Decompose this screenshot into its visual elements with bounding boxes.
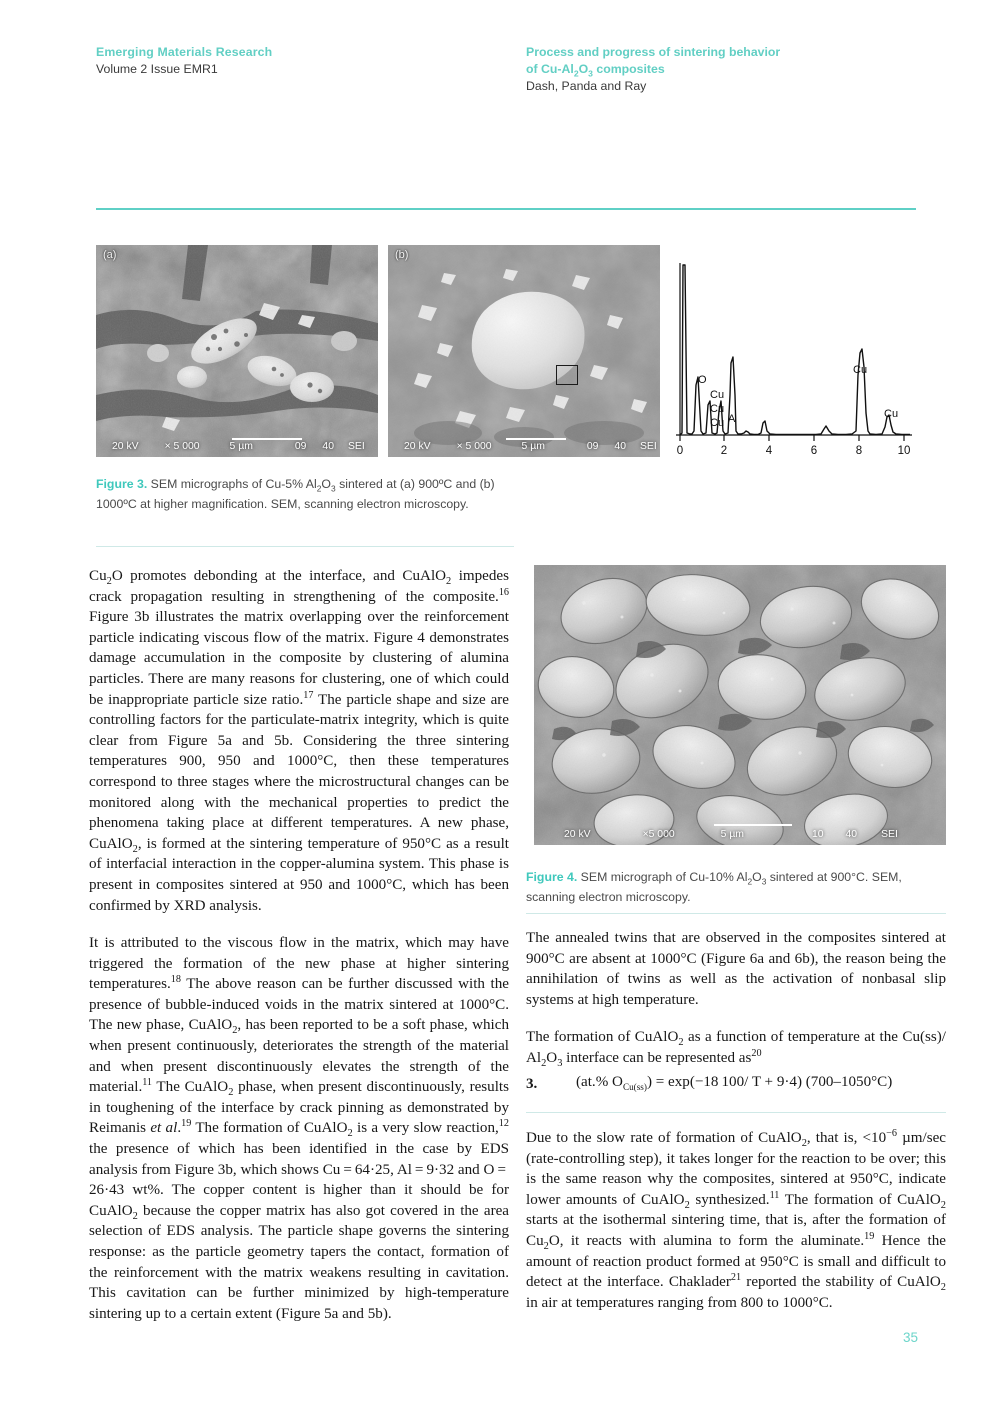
sem-voltage-b: 20 kV [404,440,431,452]
sem-image-panel-b [388,245,660,457]
figure-4-caption-divider [526,913,946,914]
equation-divider [526,1112,946,1113]
equation-3-number: 3. [526,1076,538,1092]
figure-4-caption-part1: SEM micrograph of Cu-10% Al [577,870,748,884]
equation-3 [526,1068,946,1104]
figure-3-caption-sub1: 2 [316,483,322,494]
eds-analysis-region-box [556,365,578,385]
running-head-right [526,44,926,95]
right-text-column [526,928,946,1086]
sem-num2-fig4: 40 [845,828,858,840]
sem-scale-fig4: 5 µm [720,828,744,840]
scale-line-a [232,438,302,441]
svg-text:6: 6 [810,445,818,457]
equation-3-subscript: Cu(ss) [622,1082,647,1093]
sem-detector-a: SEI [347,440,365,452]
paragraph-3: The annealed twins that are observed in the composites sintered at 900°C are absent at 1000°C (Figure 6a and 6b), the reason being the annihilation of twins as well as the activation of nonbasal slip systems at high temperature. [526,930,946,1008]
article-title-pre: of Cu-Al [526,62,574,76]
panel-b-label: (b) [395,249,409,261]
svg-text:10: 10 [897,445,911,457]
equation-3-lhs: (at.% O [576,1074,623,1090]
svg-text:Cu: Cu [710,403,725,415]
svg-text:Cu: Cu [853,364,868,376]
paragraph-5: Due to the slow rate of formation of CuAlO$_2$, that is, $<10^{-6}$ µm/sec (rate-controlling step), it takes longer for the reaction to be over; this is the same reason why the composites, sintered at 950°C, indicate lower amounts of CuAlO$_2$ synthesized.$^{11}$ The formation of CuAlO$_2$ starts at the isothermal sintering time, that is, after the formation of $Cu_2O$, it reacts with alumina to form the aluminate.$^{19}$ Hence the amount of reaction product formed at 950°C is small and difficult to detect at the interface. Chaklader$^{21}$ reported the stability of CuAlO$_2$ in air at temperatures ranging from 800 to 1000°C. [526,1127,946,1311]
sem-magnification-a: × 5 000 [164,440,200,452]
article-authors: Dash, Panda and Ray [526,79,647,93]
header-divider [96,208,916,210]
sem-micrograph-4-graphic [534,565,946,845]
volume-issue: Volume 2 Issue EMR1 [96,62,218,76]
sem-scale-a: 5 µm [229,440,253,452]
figure-3-caption [96,475,514,514]
right-text-column-lower [526,1128,946,1330]
paragraph-2: It is attributed to the viscous flow in the matrix, which may have triggered the formation of the new phase at higher sintering temperatures.$^{18}$ The above reason can be further discussed with the presence of bubble-induced voids in the matrix sintered at 1000°C. The new phase, CuAlO$_2$, has been reported to be a soft phase, which when present continuously, deteriorates the strength of the material and when present discontinuously elevates the strength of the material.$^{11}$ The CuAlO$_2$ phase, when present discontinuously, results in toughening of the interface by crack pinning as demonstrated by Reimanis et al.$^{19}$ The formation of CuAlO$_2$ is a very slow reaction,$^{12}$ the presence of which has been identified in the case by EDS analysis from Figure 3b, which shows Cu = 64·25, Al = 9·32 and O = 26·43 wt%. The copper content is higher than it should be for CuAlO$_2$ because the copper matrix has also got covered in the area selection of EDS analysis. The particle shape governs the sintering response: as the particle geometry tapers the contact, formation of the reinforcement with the matrix weakens resulting in cavitation. This cavitation can be further minimized by high-temperature sintering up to a certain extent (Figure 5a and 5b). [89,935,509,1322]
sem-num2-b: 40 [614,440,626,452]
eds-spectrum-graphic [666,245,916,457]
sem-voltage-fig4: 20 kV [564,828,591,840]
article-title-line1: Process and progress of sintering behavior [526,45,781,59]
figure-3 [96,245,916,465]
figure-4-image [534,565,946,845]
svg-text:A: A [728,413,736,425]
sem-scalebar-fig4 [534,823,946,845]
sem-micrograph-b-graphic [388,245,660,457]
figure-4-label: Figure 4. [526,870,578,884]
figure-3-caption-part3: sintered at (a) 900ºC and (b) 1000ºC at higher magnification. SEM, scanning electron microscopy. [96,477,495,511]
figure-3-caption-sub2: 3 [330,483,336,494]
figure-4-caption-part2: O [752,870,762,884]
journal-name: Emerging Materials Research [96,45,273,59]
sem-num1-a: 09 [294,440,307,452]
article-title-post: composites [592,62,665,76]
figure-3-caption-part2: O [321,477,331,491]
paragraph-4: The formation of CuAlO$_2$ as a function of temperature at the Cu(ss)/ $Al_2O_3$ interface can be represented $as^{20}$ [526,1029,946,1069]
figure-3-caption-divider [96,546,514,547]
article-title-sub2: 3 [588,68,593,79]
sem-image-panel-a [96,245,378,457]
article-title-line2 [526,61,926,78]
equation-3-rhs: ) = exp(−18 100/ T + 9·4) (700–1050°C) [646,1074,893,1090]
figure-4-caption-part3: sintered at 900°C. SEM, scanning electron microscopy. [526,870,902,904]
scale-line-b [506,438,566,441]
running-head-left [96,44,496,78]
figure-4-caption-sub1: 2 [747,876,753,887]
svg-text:Cu: Cu [710,389,725,401]
sem-micrograph-a-graphic [96,245,378,457]
paragraph-1: $Cu_2O$ promotes debonding at the interface, and CuAlO$_2$ impedes crack propagation resulting in strengthening of the composite.$^{16}$ Figure 3b illustrates the matrix overlapping over the reinforcement particle indicating viscous flow of the matrix. Figure 4 demonstrates damage accumulation in the composite by clustering of alumina particles. There are many reasons for clustering, one of which could be inappropriate particle size ratio.$^{17}$ The particle shape and size are controlling factors for the particulate-matrix integrity, which is quite clear from Figure 5a and 5b. Considering the three sintering temperatures 900, 950 and 1000°C, then these temperatures correspond to three stages where the microstructural changes can be monitored along with the mechanical properties to predict the phenomena taking place at different temperatures. A new phase, CuAlO$_2$, is formed at the sintering temperature of 950°C as a result of interfacial interaction in the copper-alumina system. This phase is present in composites sintered at 950 and 1000°C, which has been confirmed by XRD analysis. [89,568,509,914]
scale-line-fig4 [714,824,792,827]
sem-magnification-b: × 5 000 [456,440,492,452]
figure-3-caption-part1: SEM micrographs of Cu-5% Al [147,477,317,491]
sem-num1-b: 09 [586,440,599,452]
svg-text:0: 0 [676,445,684,457]
running-head [96,44,916,114]
equation-3-body [576,1074,892,1091]
figure-4-caption-sub2: 3 [761,876,767,887]
eds-spectrum-chart [666,245,916,457]
sem-scale-b: 5 µm [521,440,545,452]
sem-magnification-fig4: ×5 000 [642,828,675,840]
sem-detector-b: SEI [639,440,657,452]
left-text-column [89,566,509,1341]
panel-a-label: (a) [103,249,117,261]
svg-text:O: O [698,374,707,386]
svg-text:Cu: Cu [884,408,899,420]
svg-text:2: 2 [720,445,728,457]
page-number: 35 [902,1330,918,1345]
sem-num1-fig4: 10 [811,828,824,840]
sem-detector-fig4: SEI [881,828,898,840]
sem-num2-a: 40 [322,440,334,452]
svg-text:8: 8 [855,445,863,457]
figure-4-caption [526,868,946,907]
article-title-sub1: 2 [573,68,579,79]
svg-text:4: 4 [765,445,773,457]
sem-voltage-a: 20 kV [112,440,139,452]
figure-3-label: Figure 3. [96,477,148,491]
article-title-mid: O [578,62,589,76]
svg-text:Cu: Cu [710,417,725,429]
